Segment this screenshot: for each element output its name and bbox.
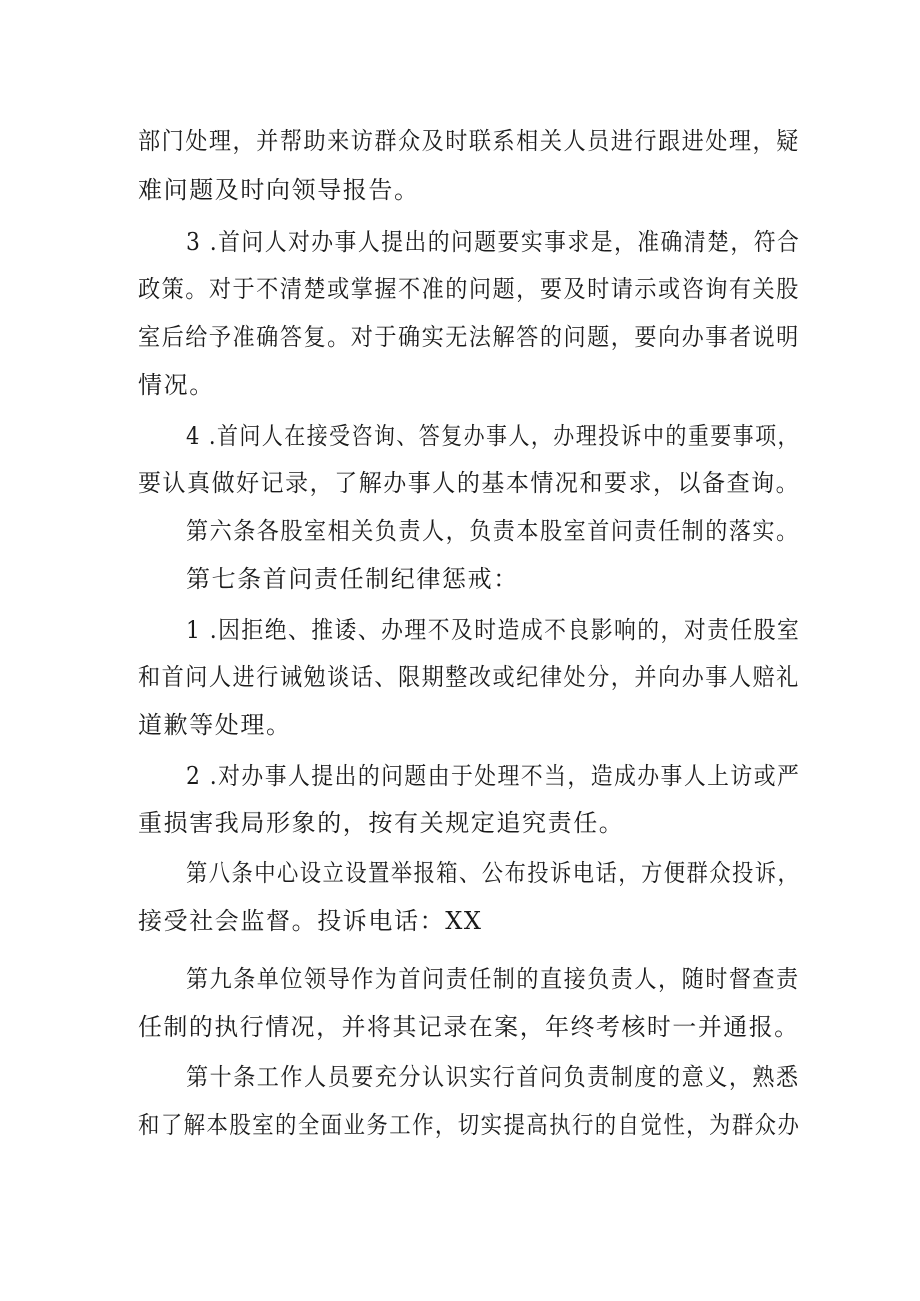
text-line: 情况。 (138, 371, 215, 399)
text-line: 和首问人进行诫勉谈话、限期整改或纪律处分，并向办事人赔礼 (138, 663, 800, 691)
text-line: 任制的执行情况，并将其记录在案，年终考核时一并通报。 (138, 1013, 800, 1041)
text-line: 政策。对于不清楚或掌握不准的问题，要及时请示或咨询有关股 (138, 275, 800, 303)
text-line: 第九条单位领导作为首问责任制的直接负责人，随时督查责 (186, 965, 800, 993)
text-line: 部门处理，并帮助来访群众及时联系相关人员进行跟进处理，疑 (138, 127, 800, 155)
text-line: 要认真做好记录，了解办事人的基本情况和要求，以备查询。 (138, 469, 801, 497)
text-line: 难问题及时向领导报告。 (138, 176, 420, 204)
text-line: 第八条中心设立设置举报箱、公布投诉电话，方便群众投诉， (186, 859, 801, 887)
text-line: 1 .因拒绝、推诿、办理不及时造成不良影响的，对责任股室 (186, 616, 801, 644)
text-line: 4 .首问人在接受咨询、答复办事人，办理投诉中的重要事项， (186, 422, 800, 450)
text-line: 2 .对办事人提出的问题由于处理不当，造成办事人上访或严 (186, 762, 801, 790)
text-line: 第六条各股室相关负责人，负责本股室首问责任制的落实。 (186, 517, 800, 545)
text-line: 第十条工作人员要充分认识实行首问负责制度的意义，熟悉 (186, 1063, 800, 1091)
text-line: 接受社会监督。投诉电话：XX (138, 907, 483, 935)
text-line: 重损害我局形象的，按有关规定追究责任。 (138, 809, 625, 837)
text-line: 和了解本股室的全面业务工作，切实提高执行的自觉性，为群众办 (138, 1111, 801, 1139)
text-line: 室后给予准确答复。对于确实无法解答的问题，要向办事者说明 (138, 323, 800, 351)
text-line: 第七条首问责任制纪律惩戒： (186, 565, 519, 593)
text-line: 3 .首问人对办事人提出的问题要实事求是，准确清楚，符合 (186, 228, 801, 256)
text-line: 道歉等处理。 (138, 711, 292, 739)
